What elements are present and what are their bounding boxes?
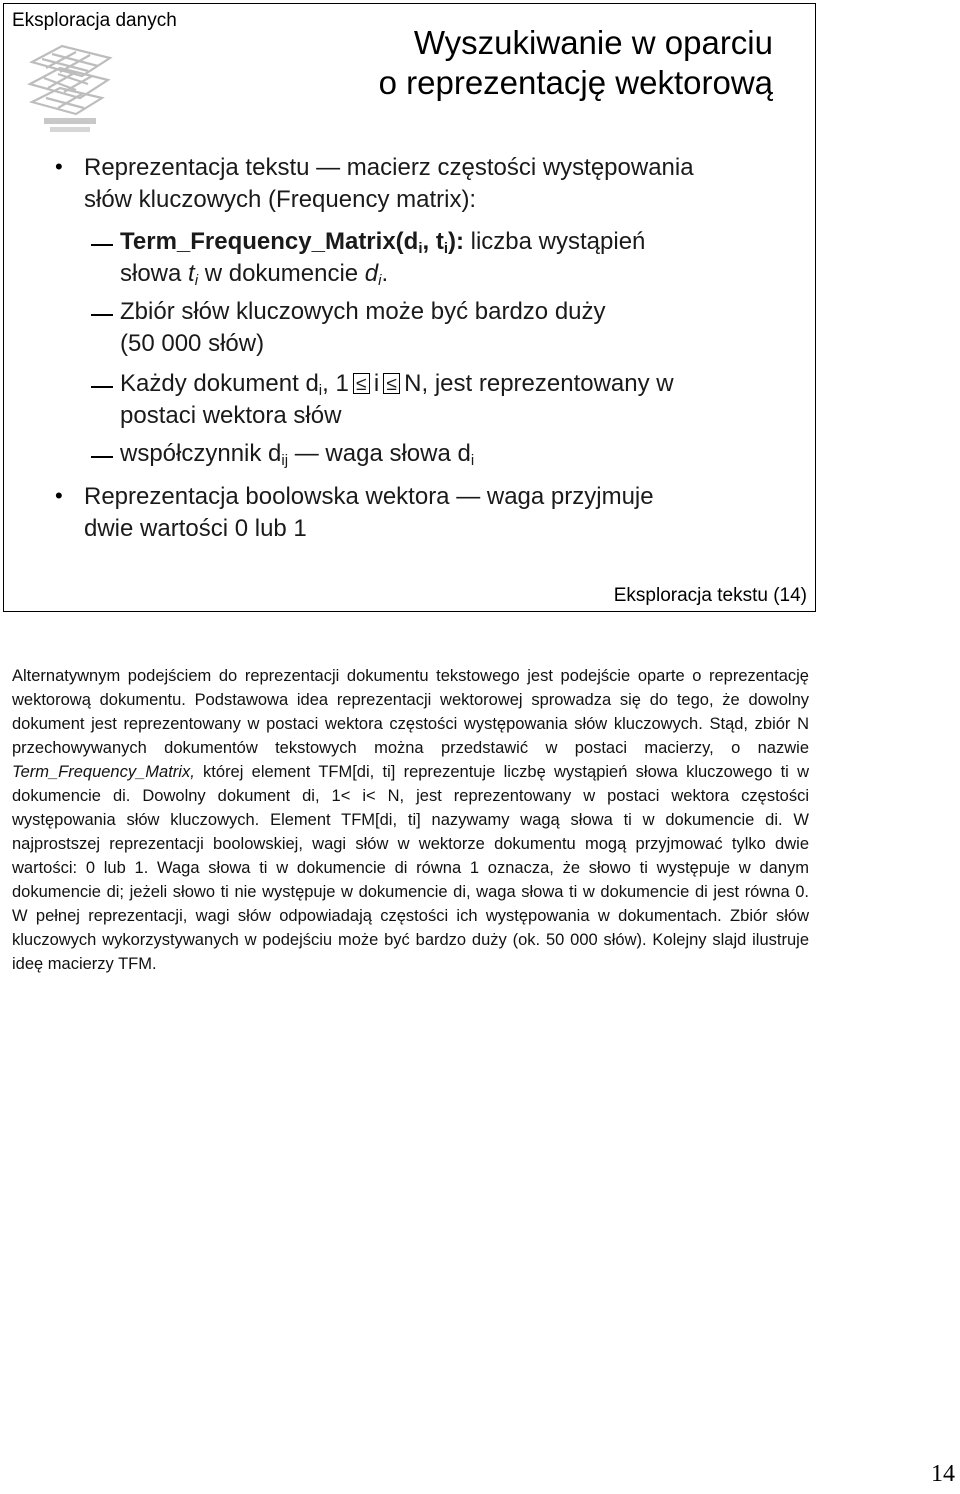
sub-1-dash: [91, 244, 113, 246]
less-equal-icon: ≤: [353, 373, 370, 394]
bullet-1-marker: •: [55, 154, 63, 179]
less-equal-icon: ≤: [383, 373, 400, 394]
bullet-1-line-2: słów kluczowych (Frequency matrix):: [84, 186, 477, 213]
sub-4-line-1: współczynnik $d_{ij}$ — waga słowa $d_i$: [120, 440, 475, 469]
bullet-2-marker: •: [55, 483, 63, 508]
slide-frame: [3, 3, 816, 612]
sub-1-line-2: słowa $t_i$ w dokumencie $d_i$.: [120, 260, 389, 289]
slide-footer-label: Eksploracja tekstu (14): [613, 585, 807, 606]
sub-2-dash: [91, 314, 113, 316]
title-line-1: Wyszukiwanie w oparciu: [413, 24, 773, 61]
sub-1-line-1: $Term\_Frequency\_Matrix(d_i$, $t_i$): liczba wystąpień: [120, 228, 646, 257]
slide-content: [4, 4, 815, 611]
title-line-2: o reprezentację wektorową: [378, 64, 773, 101]
page-number: 14: [931, 1461, 955, 1487]
sub-3-line-1: Każdy dokument $d_i$, 1 ≤ i ≤ N, jest reprezentowany w: [120, 370, 674, 399]
sub-3-line-2: postaci wektora słów: [120, 402, 342, 429]
bullet-2-line-2: dwie wartości 0 lub 1: [84, 515, 307, 542]
sub-3-dash: [91, 386, 113, 388]
notes-paragraph: Alternatywnym podejściem do reprezentacji dokumentu tekstowego jest podejście oparte o reprezentację wektorową dokumentu. Podstawowa idea reprezentacji wektorowej sprowadza się do tego, że dowolny dokument jest reprezentowany w postaci wektora częstości występowania słów kluczowych. Stąd, zbiór N przechowywanych dokumentów tekstowych można przedstawić w postaci macierzy, o nazwie Term_Frequency_Matrix, której element TFM[di, ti] reprezentuje liczbę wystąpień słowa kluczowego ti w dokumencie di. Dowolny dokument di, 1< i< N, jest reprezentowany w postaci wektora częstości występowania słów kluczowych. Element TFM[di, ti] nazywamy wagą słowa ti w dokumencie di. W najprostszej reprezentacji boolowskiej, wagi słów w wektorze dokumentu mogą przyjmować tylko dwie wartości: 0 lub 1. Waga słowa ti w dokumencie di równa 1 oznacza, że słowo ti występuje w danym dokumencie di; jeżeli słowo ti nie występuje w dokumencie di, waga słowa ti w dokumencie di jest równa 0. W pełnej reprezentacji, wagi słów odpowiadają częstości ich występowania w dokumentach. Zbiór słów kluczowych wykorzystywanych w podejściu może być bardzo duży (ok. 50 000 słów). Kolejny slajd ilustruje ideę macierzy TFM.: [12, 667, 809, 973]
bullet-2-line-1: Reprezentacja boolowska wektora — waga przyjmuje: [84, 483, 654, 510]
sub-2-line-2: (50 000 słów): [120, 330, 265, 357]
sub-2-line-1: Zbiór słów kluczowych może być bardzo duży: [120, 298, 606, 325]
bullet-1-line-1: Reprezentacja tekstu — macierz częstości występowania: [84, 154, 694, 181]
section-tag: Eksploracja danych: [12, 10, 177, 31]
sub-4-dash: [91, 456, 113, 458]
